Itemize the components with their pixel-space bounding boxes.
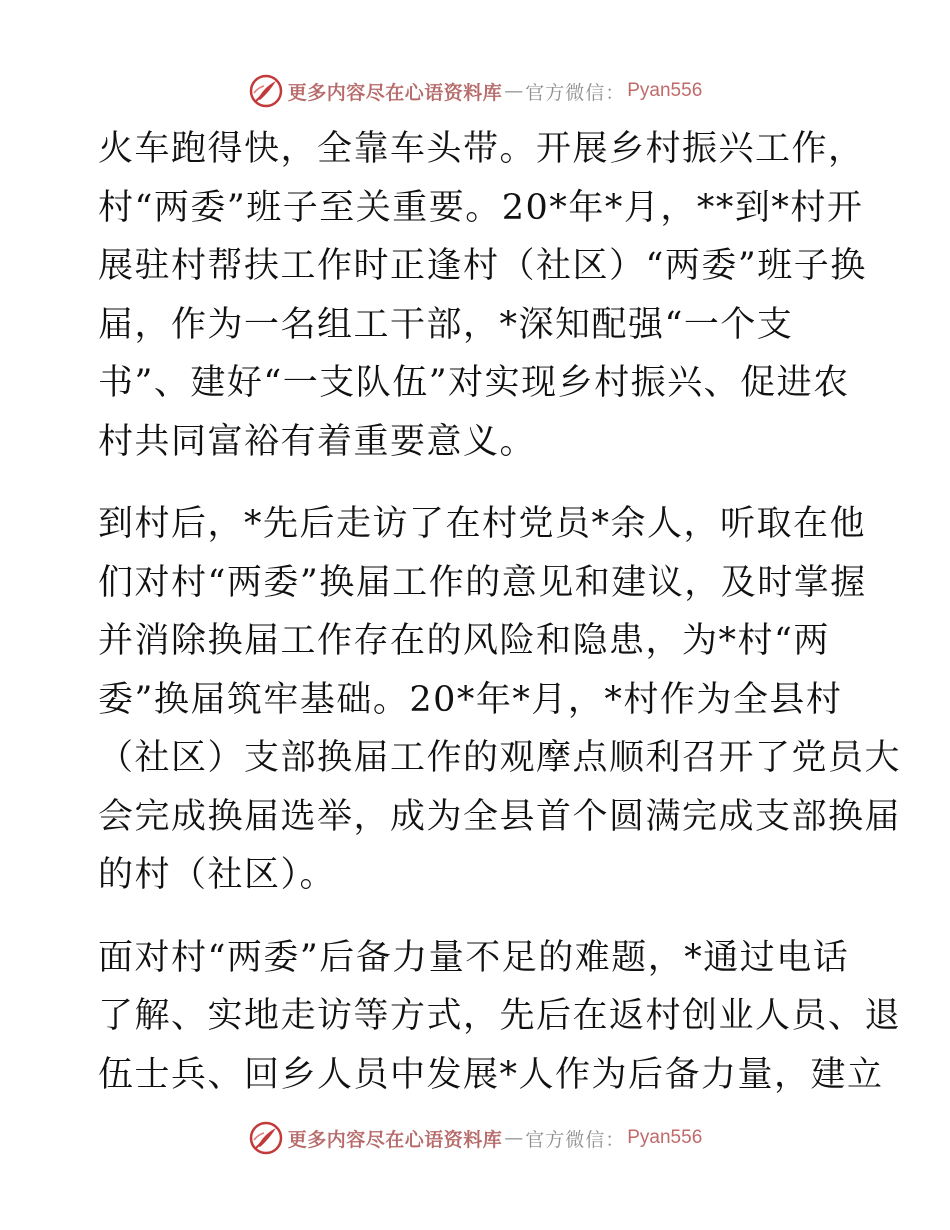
text-line: 并消除换届工作存在的风险和隐患，为*村“两 (98, 621, 830, 661)
text-line: 火车跑得快，全靠车头带。开展乡村振兴工作， (98, 129, 865, 169)
text-line: 展驻村帮扶工作时正逢村（社区）“两委”班子换 (98, 246, 867, 286)
text-line: 到村后，*先后走访了在村党员*余人，听取在他 (98, 504, 867, 544)
footer-watermark-banner (0, 1118, 950, 1158)
paragraph-2 (98, 495, 902, 905)
paragraph-1 (98, 120, 867, 471)
text-line: 们对村“两委”换届工作的意见和建议，及时掌握 (98, 562, 867, 603)
paragraph-3 (98, 929, 902, 1105)
official-wechat-label: 官方微信： (525, 81, 626, 104)
banner-dash: — (504, 80, 524, 102)
feather-pen-logo-icon (248, 73, 284, 109)
text-line: 伍士兵、回乡人员中发展*人作为后备力量，建立 (98, 1054, 884, 1095)
header-watermark-banner (0, 71, 950, 111)
promo-text: 更多内容尽在心语资料库 (287, 1128, 503, 1151)
text-line: 委”换届筑牢基础。20*年*月，*村作为全县村 (98, 679, 843, 720)
official-wechat-label: 官方微信： (525, 1128, 626, 1151)
text-line: 了解、实地走访等方式，先后在返村创业人员、退 (98, 996, 902, 1036)
text-line: 村共同富裕有着重要意义。 (98, 421, 537, 462)
paragraph-spacer (98, 905, 858, 929)
text-line: 面对村“两委”后备力量不足的难题，*通过电话 (98, 937, 850, 978)
promo-text: 更多内容尽在心语资料库 (287, 81, 503, 104)
text-line: 届，作为一名组工干部，*深知配强“一个支 (98, 304, 794, 345)
text-line: 的村（社区）。 (98, 855, 337, 895)
feather-pen-logo-icon (248, 1120, 284, 1156)
text-line: 会完成换届选举，成为全县首个圆满完成支部换届 (98, 796, 902, 837)
article-body (98, 120, 902, 1104)
wechat-account: Pyan556 (627, 1127, 703, 1148)
wechat-account: Pyan556 (627, 80, 703, 101)
text-line: （社区）支部换届工作的观摩点顺利召开了党员大 (98, 738, 902, 778)
text-line: 村“两委”班子至关重要。20*年*月，**到*村开 (98, 187, 864, 228)
text-line: 书”、建好“一支队伍”对实现乡村振兴、促进农 (98, 363, 850, 403)
paragraph-spacer (98, 471, 858, 495)
banner-dash: — (504, 1127, 524, 1149)
